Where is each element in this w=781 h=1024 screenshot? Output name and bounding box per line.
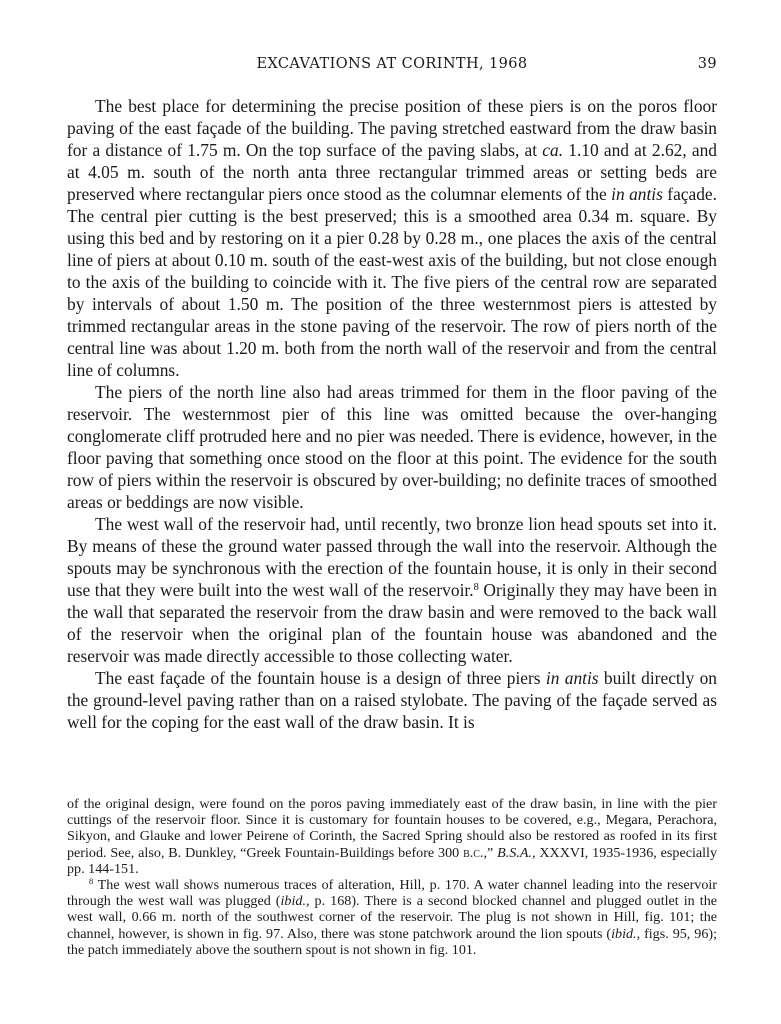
- text-run: façade. The central pier cutting is the best preserved; this is a smoothed area 0.34 m. square. By using this bed and by restoring on it a pier 0.28 by 0.28 m., one places the axis of the central line of piers at about 0.10 m. south of the east-west axis of the building, but not close enough to the axis of the building to coincide with it. The five piers of the central row are separated by intervals of about 1.50 m. The position of the three westernmost piers is attested by trimmed rectangular areas in the stone paving of the reservoir. The row of piers north of the central line was about 1.20 m. both from the north wall of the reservoir and from the central line of columns.: [67, 184, 717, 380]
- running-title: EXCAVATIONS AT CORINTH, 1968: [256, 56, 528, 72]
- text-run: The east façade of the fountain house is a design of three piers: [95, 668, 546, 688]
- text-run: 1.10 and at 2.62, and at 4.05 m. south of the north anta three rectangular trimmed areas or setting beds are preserved where rectangular piers once stood as the columnar elements of the: [67, 140, 717, 204]
- footnote-number: 8: [89, 875, 94, 886]
- text-run: , XXXVI, 1935-1936, especially pp. 144-151.: [67, 844, 717, 877]
- italic-text: ca.: [542, 140, 564, 160]
- text-run: ,”: [483, 844, 498, 861]
- text-run: Originally they may have been in the wall that separated the reservoir from the draw basin and were removed to the back wall of the reservoir when the original plan of the fountain house was abandoned and the reservoir was made directly accessible to those collecting water.: [67, 580, 717, 666]
- paragraph-2: The piers of the north line also had areas trimmed for them in the floor paving of the reservoir. The westernmost pier of this line was omitted because the over-hanging conglomerate cliff protruded here and no pier was needed. There is evidence, however, in the floor paving that something once stood on the floor at this point. The evidence for the south row of piers within the reservoir is obscured by over-building; no definite traces of smoothed areas or beddings are now visible.: [67, 382, 717, 512]
- text-run: , figs. 95, 96); the patch immediately above the southern spout is not shown in fig. 101.: [67, 925, 717, 958]
- italic-text: ibid.: [280, 893, 306, 910]
- italic-text: B.S.A.: [497, 844, 532, 861]
- text-run: The best place for determining the precise position of these piers is on the poros floor paving of the east façade of the building. The paving stretched eastward from the draw basin for a distance of 1.75 m. On the top surface of the paving slabs, at: [67, 96, 717, 160]
- italic-text: in antis: [545, 668, 599, 688]
- page-header: [67, 56, 717, 82]
- italic-text: in antis: [611, 184, 663, 204]
- footnote-reference: 8: [473, 581, 479, 593]
- footnote-8: [67, 877, 717, 958]
- footnote-7-continued: [67, 796, 717, 877]
- paragraph-3: [67, 513, 717, 667]
- footnotes: [67, 796, 717, 958]
- text-run: of the original design, were found on the poros paving immediately east of the draw basin, in line with the pier cuttings of the reservoir floor. Since it is customary for fountain houses to be covered, e.g., Megara, Perachora, Sikyon, and Glauke and lower Peirene of Corinth, the Sacred Spring should also be restored as roofed in its first period. See, also, B. Dunkley, “Greek Fountain-Buildings before 300: [67, 796, 717, 861]
- text-run: The west wall shows numerous traces of alteration, Hill, p. 170. A water channel leading into the reservoir through the west wall was plugged (: [67, 877, 717, 910]
- main-text: [67, 95, 717, 733]
- page-number: 39: [697, 56, 717, 72]
- italic-text: ibid.: [611, 925, 637, 942]
- text-run: , p. 168). There is a second blocked channel and plugged outlet in the west wall, 0.66 m. north of the southwest corner of the reservoir. The plug is not shown in Hill, fig. 101; the channel, however, is shown in fig. 97. Also, there was stone patchwork around the lion spouts (: [67, 893, 717, 942]
- text-run: The west wall of the reservoir had, until recently, two bronze lion head spouts set into it. By means of these the ground water passed through the wall into the reservoir. Although the spouts may be synchronous with the erection of the fountain house, it is only in their second use that they were built into the west wall of the reservoir.: [67, 514, 717, 600]
- paragraph-1: [67, 95, 717, 381]
- text-run: built directly on the ground-level paving rather than on a raised stylobate. The paving of the façade served as well for the coping for the east wall of the draw basin. It is: [67, 668, 718, 732]
- paragraph-4: [67, 667, 717, 733]
- small-caps-text: b.c.: [463, 844, 484, 861]
